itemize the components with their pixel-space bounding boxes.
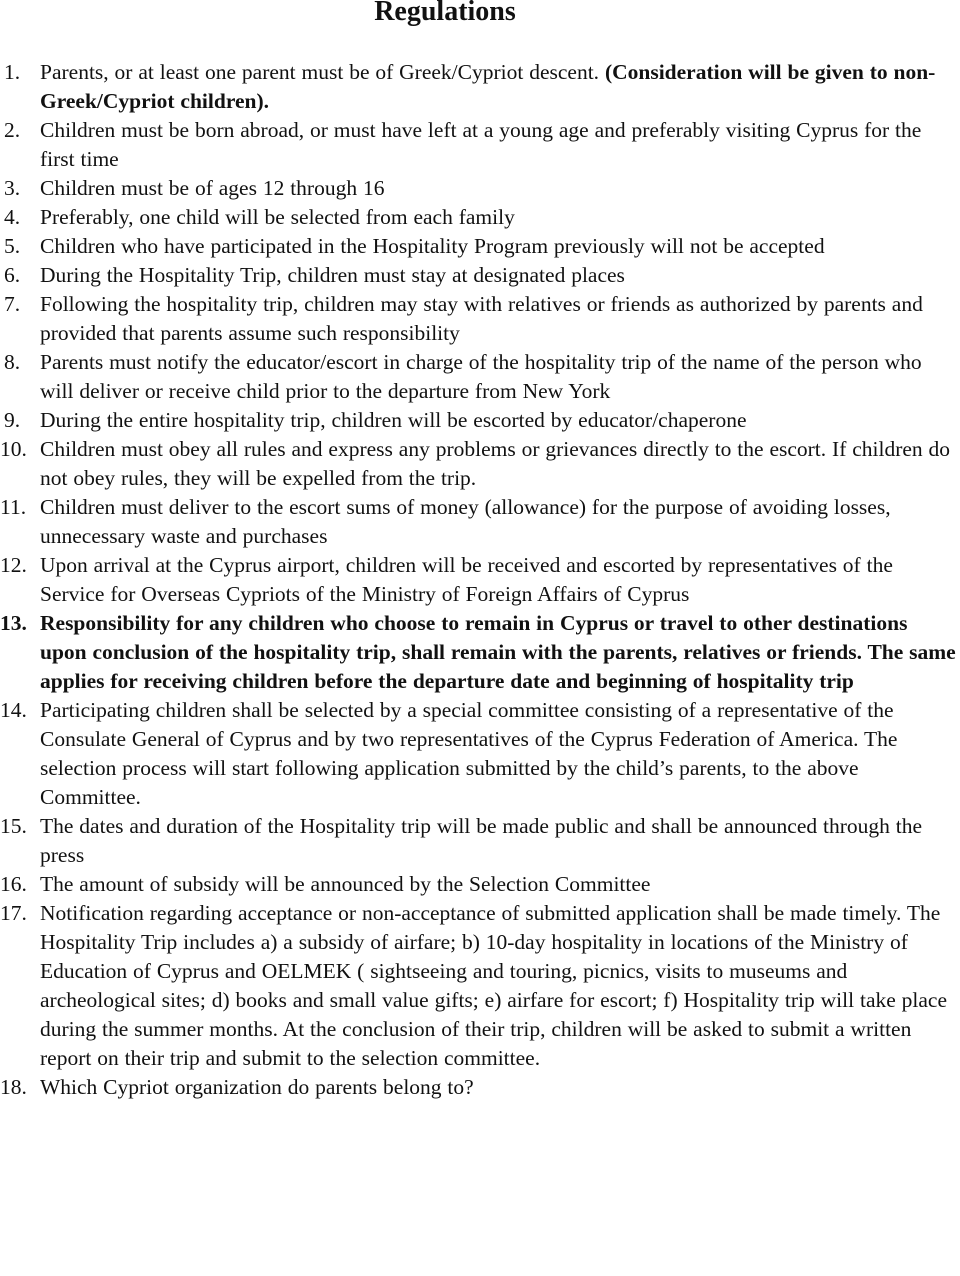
regulation-item [0, 58, 960, 116]
regulation-item [0, 261, 960, 290]
item-number: 5. [4, 234, 21, 258]
item-number: 10. [0, 437, 27, 461]
regulation-item [0, 609, 960, 696]
item-number: 11. [0, 495, 27, 519]
item-number: 9. [4, 408, 21, 432]
item-text: Participating children shall be selected by a special committee consisting of a representative of the Consulate General of Cyprus and by two representatives of the Cyprus Federation of America. The selection process will start following application submitted by the child’s parents, to the above Committee. [40, 698, 898, 809]
item-text: Children must deliver to the escort sums of money (allowance) for the purpose of avoiding losses, unnecessary waste and purchases [40, 495, 891, 548]
item-number: 13. [0, 611, 27, 635]
item-text: Following the hospitality trip, children may stay with relatives or friends as authorized by parents and provided that parents assume such responsibility [40, 292, 923, 345]
regulation-item [0, 290, 960, 348]
item-text: Children must obey all rules and express any problems or grievances directly to the escort. If children do not obey rules, they will be expelled from the trip. [40, 437, 951, 490]
item-text-bold: Responsibility for any children who choose to remain in Cyprus or travel to other destinations upon conclusion of the hospitality trip, shall remain with the parents, relatives or friends. The same applies for receiving children before the departure date and beginning of hospitality trip [40, 611, 956, 693]
item-text: Upon arrival at the Cyprus airport, children will be received and escorted by representatives of the Service for Overseas Cypriots of the Ministry of Foreign Affairs of Cyprus [40, 553, 893, 606]
item-text: Parents must notify the educator/escort in charge of the hospitality trip of the name of the person who will deliver or receive child prior to the departure from New York [40, 350, 922, 403]
item-number: 18. [0, 1075, 27, 1099]
regulation-item [0, 232, 960, 261]
regulation-item [0, 174, 960, 203]
regulation-item [0, 348, 960, 406]
regulation-item [0, 551, 960, 609]
regulations-list [0, 58, 960, 1102]
item-text: The dates and duration of the Hospitality trip will be made public and shall be announced through the press [40, 814, 923, 867]
item-number: 16. [0, 872, 27, 896]
item-number: 12. [0, 553, 27, 577]
page-title: Regulations [374, 0, 516, 27]
item-number: 7. [4, 292, 21, 316]
regulation-item [0, 696, 960, 812]
regulation-item [0, 899, 960, 1073]
item-text: The amount of subsidy will be announced by the Selection Committee [40, 872, 651, 896]
regulation-item [0, 1073, 960, 1102]
regulation-item [0, 812, 960, 870]
regulation-item [0, 493, 960, 551]
regulation-item [0, 203, 960, 232]
item-text: Which Cypriot organization do parents belong to? [40, 1075, 474, 1099]
regulation-item [0, 435, 960, 493]
regulation-item [0, 116, 960, 174]
item-number: 2. [4, 118, 21, 142]
item-number: 8. [4, 350, 21, 374]
item-number: 17. [0, 901, 27, 925]
regulation-item [0, 406, 960, 435]
item-text-bold: (Consideration will be given to non-Greek/Cypriot children). [40, 60, 936, 113]
item-text: During the Hospitality Trip, children must stay at designated places [40, 263, 625, 287]
item-number: 3. [4, 176, 21, 200]
item-number: 4. [4, 205, 21, 229]
item-text: Children must be of ages 12 through 16 [40, 176, 385, 200]
item-number: 1. [4, 60, 21, 84]
item-text: Notification regarding acceptance or non-acceptance of submitted application shall be made timely. The Hospitality Trip includes a) a subsidy of airfare; b) 10-day hospitality in locations of the Ministry of Education of Cyprus and OELMEK ( sightseeing and touring, picnics, visits to museums and archeological sites; d) books and small value gifts; e) airfare for escort; f) Hospitality trip will take place during the summer months. At the conclusion of their trip, children will be asked to submit a written report on their trip and submit to the selection committee. [40, 901, 948, 1070]
item-text: Preferably, one child will be selected from each family [40, 205, 515, 229]
item-number: 14. [0, 698, 27, 722]
item-number: 15. [0, 814, 27, 838]
regulation-item [0, 870, 960, 899]
item-text: Parents, or at least one parent must be of Greek/Cypriot descent. [40, 60, 605, 84]
item-text: Children must be born abroad, or must have left at a young age and preferably visiting Cyprus for the first time [40, 118, 922, 171]
item-text: Children who have participated in the Hospitality Program previously will not be accepted [40, 234, 825, 258]
item-text: During the entire hospitality trip, children will be escorted by educator/chaperone [40, 408, 747, 432]
item-number: 6. [4, 263, 21, 287]
